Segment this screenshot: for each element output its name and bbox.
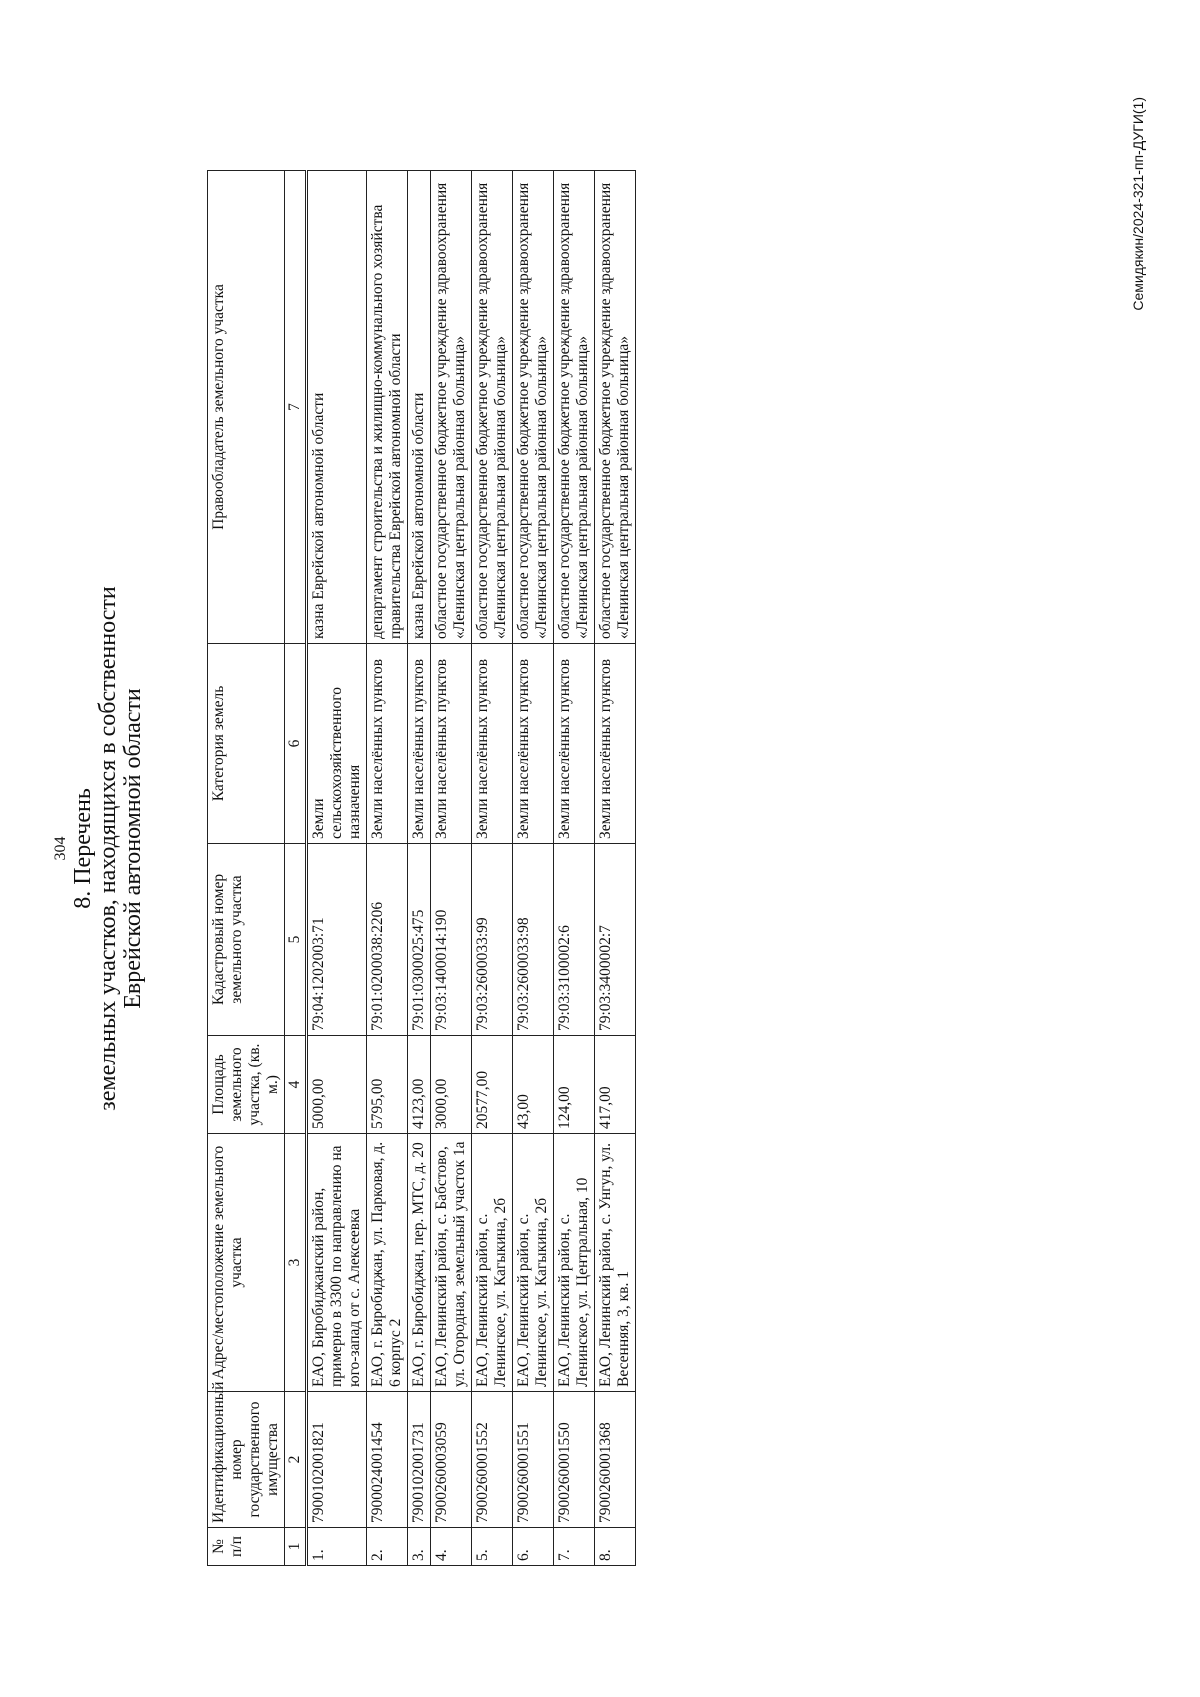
row-owner: департамент строительства и жилищно-коммунального хозяйства правительства Еврейской автономной области xyxy=(367,171,408,644)
table-row xyxy=(595,171,636,1566)
row-address: ЕАО, Ленинский район, с. Ленинское, ул. Центральная, 10 xyxy=(554,1134,595,1392)
column-number: 1 xyxy=(285,1528,307,1566)
table-row xyxy=(408,171,431,1566)
row-owner: областное государственное бюджетное учреждение здравоохранения «Ленинская центральная районная больница» xyxy=(554,171,595,644)
row-address: ЕАО, Ленинский район, с. Ленинское, ул. Кагыкина, 2б xyxy=(472,1134,513,1392)
table-row xyxy=(367,171,408,1566)
header-address: Адрес/местоположение земельного участка xyxy=(208,1134,285,1392)
document-footer-id: Семидякин/2024-321-пп-ДУГИ(1) xyxy=(1130,97,1146,311)
row-id: 7900102001731 xyxy=(408,1392,431,1528)
row-area: 4123,00 xyxy=(408,1036,431,1134)
header-area: Площадь земельного участка, (кв. м.) xyxy=(208,1036,285,1134)
row-area: 5000,00 xyxy=(307,1036,367,1134)
row-cadastral: 79:03:3100002:6 xyxy=(554,844,595,1036)
row-address: ЕАО, Биробиджанский район, примерно в 3300 по направлению на юго-запад от с. Алексеевка xyxy=(307,1134,367,1392)
row-owner: областное государственное бюджетное учреждение здравоохранения «Ленинская центральная районная больница» xyxy=(472,171,513,644)
row-cadastral: 79:03:2600033:99 xyxy=(472,844,513,1036)
row-id: 7900260001368 xyxy=(595,1392,636,1528)
row-category: Земли населённых пунктов xyxy=(431,644,472,844)
row-owner: областное государственное бюджетное учреждение здравоохранения «Ленинская центральная районная больница» xyxy=(595,171,636,644)
row-num: 6. xyxy=(513,1528,554,1566)
row-id: 7900024001454 xyxy=(367,1392,408,1528)
column-number: 3 xyxy=(285,1134,307,1392)
row-category: Земли населённых пунктов xyxy=(554,644,595,844)
row-category: Земли сельскохозяйственного назначения xyxy=(307,644,367,844)
document-subtitle-line2: Еврейской автономной области xyxy=(120,688,146,1009)
row-cadastral: 79:03:3400002:7 xyxy=(595,844,636,1036)
row-num: 2. xyxy=(367,1528,408,1566)
row-num: 3. xyxy=(408,1528,431,1566)
land-plots-table xyxy=(207,170,636,1566)
document-subtitle-line1: земельных участков, находящихся в собственности xyxy=(95,586,121,1111)
row-cadastral: 79:01:0200038:2206 xyxy=(367,844,408,1036)
header-id: Идентификационный номер государственного имущества xyxy=(208,1392,285,1528)
row-area: 124,00 xyxy=(554,1036,595,1134)
row-cadastral: 79:03:1400014:190 xyxy=(431,844,472,1036)
row-category: Земли населённых пунктов xyxy=(408,644,431,844)
row-cadastral: 79:01:0300025:475 xyxy=(408,844,431,1036)
table-row xyxy=(513,171,554,1566)
table-row xyxy=(307,171,367,1566)
row-category: Земли населённых пунктов xyxy=(472,644,513,844)
table-header-row xyxy=(208,171,285,1566)
row-id: 7900260001551 xyxy=(513,1392,554,1528)
row-address: ЕАО, Ленинский район, с. Бабстово, ул. Огородная, земельный участок 1а xyxy=(431,1134,472,1392)
row-cadastral: 79:03:2600033:98 xyxy=(513,844,554,1036)
row-owner: областное государственное бюджетное учреждение здравоохранения «Ленинская центральная районная больница» xyxy=(513,171,554,644)
column-number-row xyxy=(285,171,307,1566)
row-category: Земли населённых пунктов xyxy=(367,644,408,844)
row-num: 7. xyxy=(554,1528,595,1566)
header-category: Категория земель xyxy=(208,644,285,844)
column-number: 7 xyxy=(285,171,307,644)
row-address: ЕАО, г. Биробиджан, ул. Парковая, д. 6 корпус 2 xyxy=(367,1134,408,1392)
row-id: 7900260001550 xyxy=(554,1392,595,1528)
row-num: 4. xyxy=(431,1528,472,1566)
row-area: 5795,00 xyxy=(367,1036,408,1134)
row-id: 7900260003059 xyxy=(431,1392,472,1528)
row-address: ЕАО, г. Биробиджан, пер. МТС, д. 20 xyxy=(408,1134,431,1392)
row-owner: областное государственное бюджетное учреждение здравоохранения «Ленинская центральная районная больница» xyxy=(431,171,472,644)
row-area: 3000,00 xyxy=(431,1036,472,1134)
row-num: 1. xyxy=(307,1528,367,1566)
title-block xyxy=(52,0,146,1697)
row-area: 417,00 xyxy=(595,1036,636,1134)
table-row xyxy=(554,171,595,1566)
column-number: 5 xyxy=(285,844,307,1036)
row-owner: казна Еврейской автономной области xyxy=(408,171,431,644)
row-owner: казна Еврейской автономной области xyxy=(307,171,367,644)
document-title: 8. Перечень xyxy=(70,788,96,909)
row-category: Земли населённых пунктов xyxy=(595,644,636,844)
row-address: ЕАО, Ленинский район, с. Унгун, ул. Весенняя, 3, кв. 1 xyxy=(595,1134,636,1392)
row-area: 43,00 xyxy=(513,1036,554,1134)
row-category: Земли населённых пунктов xyxy=(513,644,554,844)
page-number: 304 xyxy=(52,836,69,861)
column-number: 6 xyxy=(285,644,307,844)
column-number: 4 xyxy=(285,1036,307,1134)
row-id: 7900102001821 xyxy=(307,1392,367,1528)
row-area: 20577,00 xyxy=(472,1036,513,1134)
row-num: 5. xyxy=(472,1528,513,1566)
header-owner: Правообладатель земельного участка xyxy=(208,171,285,644)
header-cadastral: Кадастровый номер земельного участка xyxy=(208,844,285,1036)
table-row xyxy=(472,171,513,1566)
row-num: 8. xyxy=(595,1528,636,1566)
row-address: ЕАО, Ленинский район, с. Ленинское, ул. Кагыкина, 2б xyxy=(513,1134,554,1392)
column-number: 2 xyxy=(285,1392,307,1528)
header-num: № п/п xyxy=(208,1528,285,1566)
row-id: 7900260001552 xyxy=(472,1392,513,1528)
row-cadastral: 79:04:1202003:71 xyxy=(307,844,367,1036)
table-row xyxy=(431,171,472,1566)
